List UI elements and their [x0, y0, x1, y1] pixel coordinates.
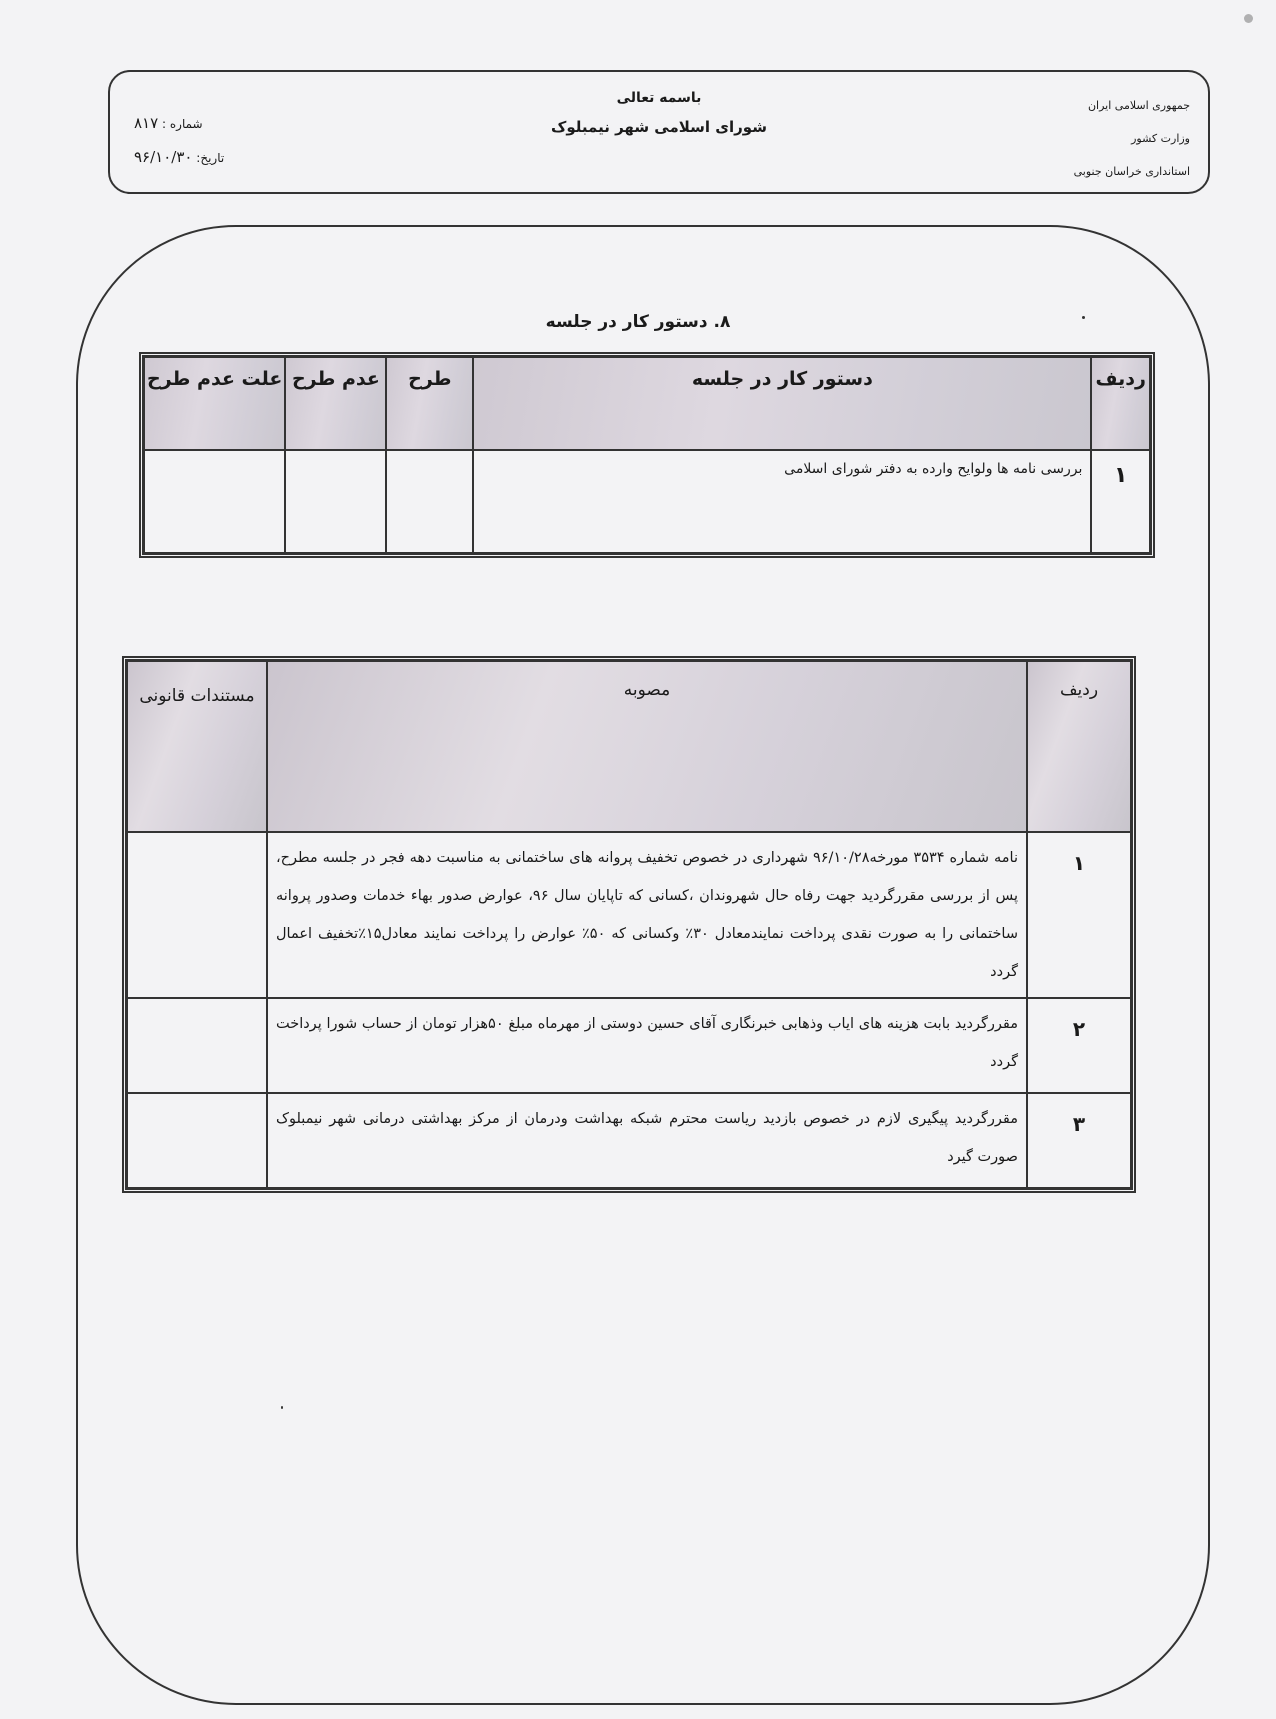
section-title: ۸. دستور کار در جلسه — [545, 312, 731, 332]
date-value: ۹۶/۱۰/۳۰ — [134, 148, 193, 166]
table-row — [144, 450, 1150, 553]
agenda-header-item: دستور کار در جلسه — [473, 357, 1091, 450]
resolutions-header-num: ردیف — [1027, 661, 1131, 832]
scan-speck — [1244, 14, 1253, 23]
resolution-row-legal — [127, 832, 267, 998]
agenda-header-reason: علت عدم طرح — [144, 357, 285, 450]
agenda-header-num: ردیف — [1091, 357, 1150, 450]
agenda-header-row — [144, 357, 1150, 450]
issuer-line-ministry: وزارت کشور — [1131, 132, 1190, 145]
resolutions-header-row — [127, 661, 1131, 832]
resolutions-header-legal: مستندات قانونی — [127, 661, 267, 832]
resolution-row-text: مقررگردید بابت هزینه های ایاب وذهابی خبرنگاری آقای حسین دوستی از مهرماه مبلغ ۵۰هزار تومان از حساب شورا پرداخت گردد — [267, 998, 1027, 1093]
reference-block — [134, 114, 224, 182]
resolutions-header-resolution: مصوبه — [267, 661, 1027, 832]
scan-speck — [281, 1406, 283, 1409]
table-row — [127, 832, 1131, 998]
letterhead-title-block — [110, 90, 1208, 136]
agenda-row-no-plan — [285, 450, 386, 553]
resolution-row-text: مقررگردید پیگیری لازم در خصوص بازدید ریاست محترم شبکه بهداشت ودرمان از مرکز بهداشتی درمانی شهر نیمبلوک صورت گیرد — [267, 1093, 1027, 1188]
agenda-header-no-plan: عدم طرح — [285, 357, 386, 450]
resolution-row-legal — [127, 998, 267, 1093]
number-label: شماره : — [162, 117, 203, 131]
issuer-line-country: جمهوری اسلامی ایران — [1087, 99, 1190, 112]
agenda-row-plan — [386, 450, 473, 553]
resolution-row-legal — [127, 1093, 267, 1188]
council-name: شورای اسلامی شهر نیمبلوک — [551, 118, 767, 136]
table-row — [127, 1093, 1131, 1188]
resolution-row-text: نامه شماره ۳۵۳۴ مورخه۹۶/۱۰/۲۸ شهرداری در خصوص تخفیف پروانه های ساختمانی به مناسبت دهه فجر در جلسه مطرح، پس از بررسی مقررگردید جهت رفاه حال شهروندان ،کسانی که تاپایان سال ۹۶، عوارض صدور بهاء خدمات وصدور پروانه ساختمانی را به صورت نقدی پرداخت نمایندمعادل ۳۰٪ وکسانی که ۵۰٪ عوارض را پرداخت نمایند معادل۱۵٪تخفیف اعمال گردد — [267, 832, 1027, 998]
date-label: تاریخ: — [196, 151, 225, 165]
agenda-row-reason — [144, 450, 285, 553]
scan-speck — [1082, 316, 1085, 319]
agenda-header-plan: طرح — [386, 357, 473, 450]
date-row — [134, 148, 224, 166]
agenda-row-text: بررسی نامه ها ولوایح وارده به دفتر شورای اسلامی — [473, 450, 1091, 553]
resolutions-table — [122, 656, 1136, 1193]
resolution-row-num: ۳ — [1027, 1093, 1131, 1188]
number-row — [134, 114, 224, 132]
resolution-row-num: ۱ — [1027, 832, 1131, 998]
number-value: ۸۱۷ — [134, 114, 159, 132]
resolution-row-num: ۲ — [1027, 998, 1131, 1093]
table-row — [127, 998, 1131, 1093]
invocation-text: باسمه تعالی — [616, 90, 702, 106]
agenda-table — [139, 352, 1155, 558]
letterhead-box — [108, 70, 1210, 194]
agenda-row-num: ۱ — [1091, 450, 1150, 553]
issuer-line-province: استانداری خراسان جنوبی — [1073, 165, 1190, 178]
